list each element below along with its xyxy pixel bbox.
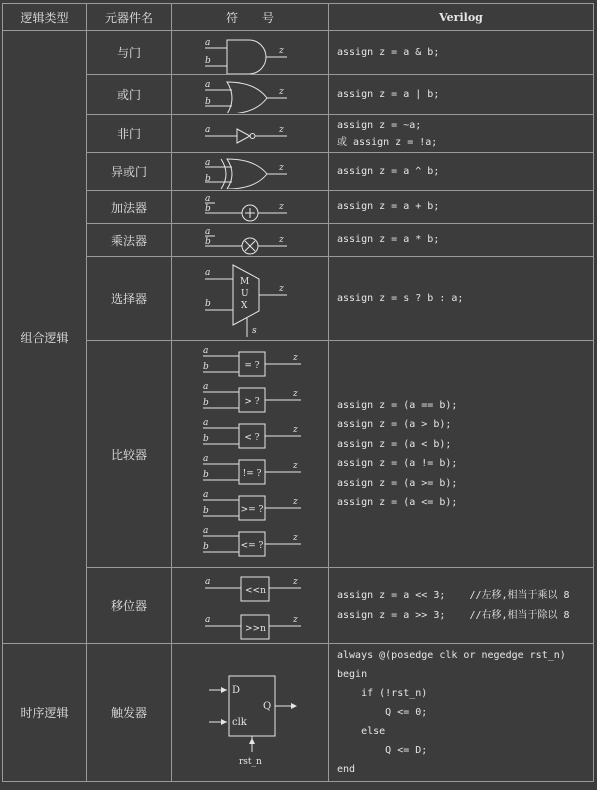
code-line: assign z = s ? b : a; [337,292,464,304]
comparator-op-label: >= ? [240,505,264,515]
header-symbol: 符 号 [172,4,329,31]
input-a-label: a [205,267,211,278]
table-row [3,224,594,257]
verilog-code [329,257,594,341]
component-name: 或门 [87,75,172,115]
output-z-label: z [279,235,284,245]
input-b-label: b [203,398,209,408]
output-z-label: z [293,533,298,543]
code-line: Q <= 0; [337,707,428,718]
table-row [3,257,594,341]
code-line: assign z = a | b; [337,88,440,100]
input-b-label: b [203,470,209,480]
code-line: assign z = (a >= b); [337,477,458,489]
comparator-symbol [175,343,325,565]
output-z-label: z [293,576,298,587]
component-name: 乘法器 [87,224,172,257]
output-z-label: z [293,425,298,435]
code-line: assign z = a ^ b; [337,165,440,177]
ff-rst-label: rst_n [239,756,262,767]
code-line: begin [337,669,368,680]
input-a-label: a [203,526,209,536]
component-name: 非门 [87,115,172,153]
input-a-label: a [205,614,211,625]
output-z-label: z [279,124,284,135]
input-b-label: b [205,204,211,214]
verilog-code [329,75,594,115]
output-z-label: z [279,202,284,212]
table-row [3,644,594,782]
ff-clk-label: clk [232,716,247,728]
input-a-label: a [205,227,211,237]
xor-gate-symbol [175,155,325,189]
comparator-op-label: > ? [244,397,260,407]
mux-symbol [175,259,325,339]
code-line: end [337,764,356,775]
header-verilog: Verilog [329,4,594,31]
mux-letter: M [240,276,250,287]
component-name: 异或门 [87,153,172,191]
component-name: 移位器 [87,568,172,644]
code-line: if (!rst_n) [337,688,428,699]
comparator-unit [203,382,301,412]
category-sequential: 时序逻辑 [3,644,87,782]
shift-left-label: <<n [245,585,266,596]
mux-letter: U [241,288,249,299]
component-name: 加法器 [87,191,172,224]
verilog-code [329,31,594,75]
comparator-unit [203,526,301,556]
output-z-label: z [279,283,284,294]
verilog-code [329,115,594,153]
output-z-label: z [279,162,284,173]
input-a-label: a [203,490,209,500]
comparator-unit [203,418,301,448]
input-a-label: a [205,37,211,48]
table-row [3,115,594,153]
and-gate-symbol [175,32,325,74]
input-a-label: a [203,346,209,356]
code-line: assign z = (a > b); [337,419,452,430]
verilog-code [329,341,594,568]
table-row [3,75,594,115]
component-name: 触发器 [87,644,172,782]
table-row [3,568,594,644]
code-line: assign z = a * b; [337,234,440,246]
code-line: else [337,726,386,737]
verilog-code [329,153,594,191]
verilog-code [329,191,594,224]
table-row [3,341,594,568]
input-b-label: b [205,298,211,309]
output-z-label: z [293,461,298,471]
verilog-logic-table [2,3,594,782]
code-line: assign z = a + b; [337,201,440,213]
input-a-label: a [205,124,211,135]
code-line: assign z = (a < b); [337,438,452,450]
comparator-op-label: != ? [242,469,262,479]
input-a-label: a [203,382,209,392]
select-s-label: s [252,325,257,336]
output-z-label: z [279,45,284,56]
comparator-op-label: < ? [244,433,260,443]
code-line: assign z = (a != b); [337,458,458,469]
input-a-label: a [203,454,209,464]
input-a-label: a [205,79,211,90]
not-gate-symbol [175,119,325,149]
output-z-label: z [293,353,298,363]
header-component: 元器件名 [87,4,172,31]
code-line: assign z = (a <= b); [337,497,458,508]
code-line: assign z = ~a; [337,119,422,131]
code-line: assign z = a >> 3; //右移,相当于除以 8 [337,609,570,621]
component-name: 选择器 [87,257,172,341]
comparator-unit [203,490,301,520]
header-row [3,4,594,31]
adder-symbol [175,192,325,222]
table-row [3,191,594,224]
output-z-label: z [293,614,298,625]
code-line: assign z = a << 3; //左移,相当于乘以 8 [337,590,570,601]
multiplier-symbol [175,225,325,255]
code-line: 或 assign z = !a; [337,136,438,148]
input-b-label: b [205,96,211,107]
input-b-label: b [205,173,211,184]
code-line: assign z = a & b; [337,46,440,58]
code-line: always @(posedge clk or negedge rst_n) [337,650,566,661]
shift-right-label: >>n [245,623,266,634]
comparator-op-label: = ? [244,361,260,371]
input-b-label: b [205,55,211,66]
verilog-code [329,568,594,644]
verilog-code [329,644,594,782]
flip-flop-symbol [175,658,325,768]
output-z-label: z [293,497,298,507]
comparator-unit [203,454,301,484]
component-name: 与门 [87,31,172,75]
shifter-symbol [175,570,325,642]
output-z-label: z [279,86,284,97]
input-b-label: b [203,362,209,372]
code-line: Q <= D; [337,745,428,756]
header-category: 逻辑类型 [3,4,87,31]
comparator-op-label: <= ? [240,541,264,551]
input-b-label: b [205,237,211,247]
comparator-unit [203,346,301,376]
ff-d-label: D [232,684,241,696]
input-b-label: b [203,506,209,516]
input-a-label: a [205,194,211,204]
code-line: assign z = (a == b); [337,399,458,411]
component-name: 比较器 [87,341,172,568]
category-combinational: 组合逻辑 [3,31,87,644]
input-a-label: a [205,576,211,587]
output-z-label: z [293,389,298,399]
input-a-label: a [203,418,209,428]
table-row [3,31,594,75]
input-a-label: a [205,157,211,168]
input-b-label: b [203,542,209,552]
table-row [3,153,594,191]
ff-q-label: Q [263,700,272,712]
mux-letter: X [241,300,248,311]
input-b-label: b [203,434,209,444]
or-gate-symbol [175,77,325,113]
verilog-code [329,224,594,257]
